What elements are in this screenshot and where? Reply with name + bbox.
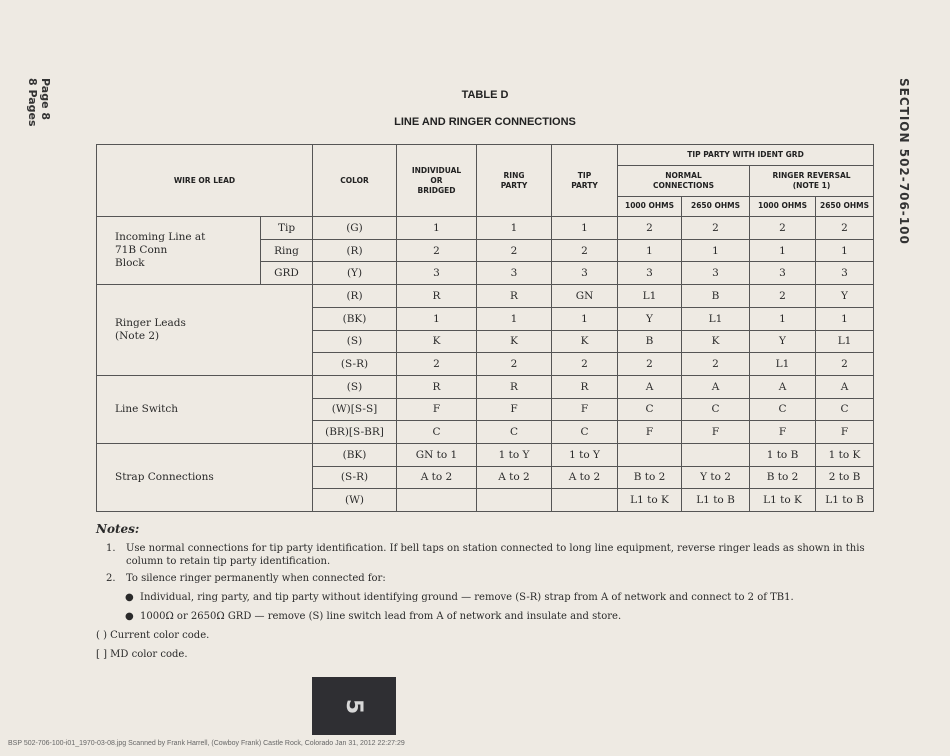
cell: K bbox=[397, 330, 477, 353]
connections-table bbox=[96, 144, 874, 512]
scan-footer: BSP 502-706-100-i01_1970-03-08.jpg Scanned by Frank Harrell, (Cowboy Frank) Castle Rock, Colorado Jan 31, 2012 22:27:29 bbox=[8, 740, 405, 747]
cell: GN to 1 bbox=[397, 443, 477, 466]
cell: 2 bbox=[682, 217, 750, 240]
section-number: SECTION 502-706-100 bbox=[897, 78, 911, 245]
header-tip-party-line: TIP bbox=[577, 170, 592, 180]
cell: 1 to Y bbox=[552, 443, 618, 466]
header-normal-line: CONNECTIONS bbox=[652, 180, 715, 190]
header-normal-1000: 1000 OHMS bbox=[618, 196, 682, 217]
cell: 2 bbox=[750, 285, 816, 308]
color-code: (G) bbox=[313, 217, 397, 240]
sub-label: GRD bbox=[261, 262, 313, 285]
table-title: TABLE D bbox=[461, 89, 509, 101]
group-incoming-line-text: Block bbox=[115, 257, 145, 270]
bullet-text: 1000Ω or 2650Ω GRD — remove (S) line switch lead from A of network and insulate and store. bbox=[140, 611, 622, 622]
cell: 3 bbox=[397, 262, 477, 285]
cell: B bbox=[618, 330, 682, 353]
cell: A bbox=[750, 375, 816, 398]
cell bbox=[477, 489, 552, 512]
cell bbox=[618, 443, 682, 466]
note-2-bullet bbox=[96, 610, 886, 623]
cell bbox=[552, 489, 618, 512]
header-tip-party bbox=[552, 145, 618, 217]
bullet-icon: ● bbox=[125, 592, 134, 603]
table-row bbox=[97, 285, 874, 308]
legend-current-color: ( ) Current color code. bbox=[96, 630, 210, 641]
cell: L1 to K bbox=[618, 489, 682, 512]
cell: 2 bbox=[618, 217, 682, 240]
cell: 1 bbox=[816, 307, 874, 330]
cell: Y to 2 bbox=[682, 466, 750, 489]
header-reversal-1000: 1000 OHMS bbox=[750, 196, 816, 217]
header-tip-party-ident: TIP PARTY WITH IDENT GRD bbox=[618, 145, 874, 166]
cell: GN bbox=[552, 285, 618, 308]
cell: C bbox=[682, 398, 750, 421]
cell: 3 bbox=[816, 262, 874, 285]
cell: C bbox=[816, 398, 874, 421]
group-ringer-leads bbox=[97, 285, 313, 376]
cell: K bbox=[477, 330, 552, 353]
group-ringer-leads-text: Ringer Leads bbox=[115, 317, 186, 329]
cell: R bbox=[552, 375, 618, 398]
table-row bbox=[97, 443, 874, 466]
cell: Y bbox=[750, 330, 816, 353]
header-tip-party-line: PARTY bbox=[571, 180, 598, 190]
color-code: (R) bbox=[313, 285, 397, 308]
page-count: 8 Pages bbox=[26, 78, 39, 127]
header-normal-connections bbox=[618, 165, 750, 196]
cell: L1 bbox=[682, 307, 750, 330]
header-normal-line: NORMAL bbox=[665, 170, 702, 180]
cell: A to 2 bbox=[552, 466, 618, 489]
cell: 3 bbox=[750, 262, 816, 285]
notes-heading: Notes: bbox=[96, 522, 140, 536]
cell: R bbox=[477, 375, 552, 398]
cell: R bbox=[397, 285, 477, 308]
header-individual-line: INDIVIDUAL bbox=[411, 165, 462, 175]
cell: 2 bbox=[750, 217, 816, 240]
cell: A bbox=[682, 375, 750, 398]
cell: F bbox=[552, 398, 618, 421]
group-line-switch: Line Switch bbox=[97, 375, 313, 443]
cell: C bbox=[552, 421, 618, 444]
cell: B bbox=[682, 285, 750, 308]
color-code: (S) bbox=[313, 375, 397, 398]
cell: A bbox=[618, 375, 682, 398]
page-tab bbox=[312, 677, 396, 735]
color-code: (BK) bbox=[313, 443, 397, 466]
note-text: Use normal connections for tip party identification. If bell taps on station connected to long line equipment, reverse ringer leads as shown in this column to retain tip party identification. bbox=[126, 543, 865, 567]
header-ring-party bbox=[477, 145, 552, 217]
cell: 2 to B bbox=[816, 466, 874, 489]
cell: 1 to K bbox=[816, 443, 874, 466]
cell bbox=[682, 443, 750, 466]
note-2-bullet bbox=[96, 591, 886, 604]
color-code: (W)[S-S] bbox=[313, 398, 397, 421]
cell: 2 bbox=[477, 353, 552, 376]
cell: 2 bbox=[397, 239, 477, 262]
header-row bbox=[97, 145, 874, 166]
group-strap-connections: Strap Connections bbox=[97, 443, 313, 511]
sub-label: Ring bbox=[261, 239, 313, 262]
cell: 1 bbox=[477, 307, 552, 330]
cell: 2 bbox=[552, 239, 618, 262]
cell: L1 to B bbox=[816, 489, 874, 512]
cell: L1 to B bbox=[682, 489, 750, 512]
cell: 2 bbox=[816, 353, 874, 376]
cell: 3 bbox=[618, 262, 682, 285]
cell: C bbox=[618, 398, 682, 421]
cell: 1 to B bbox=[750, 443, 816, 466]
cell: 2 bbox=[682, 353, 750, 376]
legend-md-color: [ ] MD color code. bbox=[96, 649, 188, 660]
cell: A to 2 bbox=[477, 466, 552, 489]
cell: F bbox=[682, 421, 750, 444]
group-incoming-line bbox=[97, 217, 261, 285]
color-code: (W) bbox=[313, 489, 397, 512]
cell: C bbox=[397, 421, 477, 444]
header-individual-line: OR bbox=[430, 175, 443, 185]
header-ringer-reversal bbox=[750, 165, 874, 196]
cell: R bbox=[477, 285, 552, 308]
color-code: (S-R) bbox=[313, 466, 397, 489]
cell: 1 bbox=[477, 217, 552, 240]
cell: C bbox=[477, 421, 552, 444]
cell: 2 bbox=[816, 217, 874, 240]
cell: 1 bbox=[618, 239, 682, 262]
cell: 2 bbox=[552, 353, 618, 376]
cell: 1 bbox=[682, 239, 750, 262]
header-color: COLOR bbox=[313, 145, 397, 217]
cell: L1 bbox=[816, 330, 874, 353]
note-number: 1. bbox=[106, 543, 116, 554]
cell: 1 bbox=[750, 307, 816, 330]
cell: 3 bbox=[682, 262, 750, 285]
cell: 1 bbox=[750, 239, 816, 262]
group-incoming-line-text: Incoming Line at bbox=[115, 231, 206, 244]
cell: A bbox=[816, 375, 874, 398]
header-reversal-line: (NOTE 1) bbox=[792, 180, 831, 190]
cell: L1 bbox=[618, 285, 682, 308]
cell: 1 bbox=[397, 217, 477, 240]
note-2 bbox=[96, 572, 886, 585]
cell: C bbox=[750, 398, 816, 421]
header-ring-party-line: PARTY bbox=[500, 180, 528, 190]
cell: 1 bbox=[397, 307, 477, 330]
color-code: (R) bbox=[313, 239, 397, 262]
table-subtitle: LINE AND RINGER CONNECTIONS bbox=[394, 116, 576, 128]
cell: L1 bbox=[750, 353, 816, 376]
note-1 bbox=[96, 542, 886, 568]
note-text: To silence ringer permanently when connected for: bbox=[126, 573, 386, 584]
color-code: (BR)[S-BR] bbox=[313, 421, 397, 444]
cell: Y bbox=[618, 307, 682, 330]
cell: R bbox=[397, 375, 477, 398]
cell: 1 bbox=[816, 239, 874, 262]
header-individual bbox=[397, 145, 477, 217]
table-row bbox=[97, 217, 874, 240]
cell: Y bbox=[816, 285, 874, 308]
note-number: 2. bbox=[106, 573, 116, 584]
cell: K bbox=[682, 330, 750, 353]
table-row bbox=[97, 375, 874, 398]
header-individual-line: BRIDGED bbox=[417, 185, 456, 195]
cell: L1 to K bbox=[750, 489, 816, 512]
header-ring-party-line: RING bbox=[503, 170, 525, 180]
color-code: (Y) bbox=[313, 262, 397, 285]
page-number: Page 8 bbox=[39, 78, 52, 121]
cell: B to 2 bbox=[618, 466, 682, 489]
header-normal-2650: 2650 OHMS bbox=[682, 196, 750, 217]
cell: 2 bbox=[397, 353, 477, 376]
cell: F bbox=[397, 398, 477, 421]
header-wire-or-lead: WIRE OR LEAD bbox=[97, 145, 313, 217]
color-code: (S-R) bbox=[313, 353, 397, 376]
sub-label: Tip bbox=[261, 217, 313, 240]
cell: 1 to Y bbox=[477, 443, 552, 466]
cell: F bbox=[618, 421, 682, 444]
cell: 1 bbox=[552, 307, 618, 330]
group-ringer-leads-text: (Note 2) bbox=[115, 330, 160, 342]
cell: A to 2 bbox=[397, 466, 477, 489]
notes-section bbox=[96, 522, 886, 661]
group-incoming-line-text: 71B Conn bbox=[115, 244, 168, 257]
cell: 2 bbox=[618, 353, 682, 376]
color-code: (BK) bbox=[313, 307, 397, 330]
cell: F bbox=[816, 421, 874, 444]
cell: F bbox=[750, 421, 816, 444]
header-reversal-2650: 2650 OHMS bbox=[816, 196, 874, 217]
cell: B to 2 bbox=[750, 466, 816, 489]
cell: 2 bbox=[477, 239, 552, 262]
table-body bbox=[97, 145, 874, 512]
cell: 1 bbox=[552, 217, 618, 240]
cell bbox=[397, 489, 477, 512]
color-code: (S) bbox=[313, 330, 397, 353]
cell: K bbox=[552, 330, 618, 353]
cell: F bbox=[477, 398, 552, 421]
cell: 3 bbox=[552, 262, 618, 285]
cell: 3 bbox=[477, 262, 552, 285]
header-reversal-line: RINGER REVERSAL bbox=[772, 170, 851, 180]
bullet-icon: ● bbox=[125, 611, 134, 622]
bullet-text: Individual, ring party, and tip party without identifying ground — remove (S-R) strap from A of network and connect to 2 of TB1. bbox=[140, 592, 794, 603]
page-tab-number: 5 bbox=[341, 698, 367, 714]
